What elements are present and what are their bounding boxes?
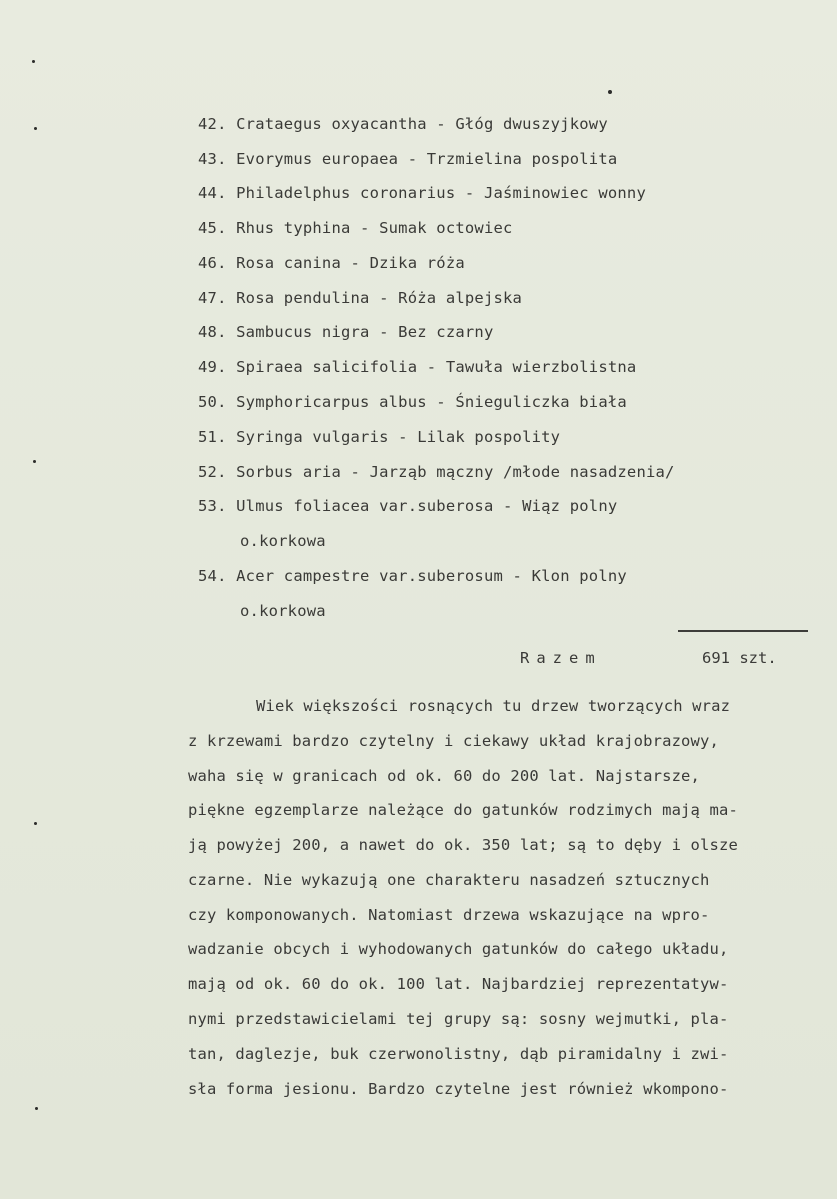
sum-rule (678, 630, 808, 632)
list-item-46: 46. Rosa canina - Dzika róża (198, 254, 465, 272)
list-item-49: 49. Spiraea salicifolia - Tawuła wierzbolistna (198, 358, 637, 376)
total-label: Razem (520, 649, 602, 667)
paragraph-line: mają od ok. 60 do ok. 100 lat. Najbardziej reprezentatyw- (188, 975, 729, 993)
paragraph-line: czarne. Nie wykazują one charakteru nasadzeń sztucznych (188, 871, 710, 889)
list-item-53: 53. Ulmus foliacea var.suberosa - Wiąz polny (198, 497, 618, 515)
list-item-54-continuation: o.korkowa (240, 602, 326, 620)
margin-dot (34, 127, 37, 130)
margin-dot (608, 90, 612, 94)
list-item-42: 42. Crataegus oxyacantha - Głóg dwuszyjkowy (198, 115, 608, 133)
paragraph-line: waha się w granicach od ok. 60 do 200 lat. Najstarsze, (188, 767, 701, 785)
paragraph-line: ją powyżej 200, a nawet do ok. 350 lat; są to dęby i olsze (188, 836, 738, 854)
margin-dot (35, 1107, 38, 1110)
paragraph-line: sła forma jesionu. Bardzo czytelne jest również wkompono- (188, 1080, 729, 1098)
margin-dot (33, 460, 36, 463)
list-item-48: 48. Sambucus nigra - Bez czarny (198, 323, 494, 341)
list-item-45: 45. Rhus typhina - Sumak octowiec (198, 219, 513, 237)
list-item-43: 43. Evorymus europaea - Trzmielina pospolita (198, 150, 618, 168)
paragraph-line: z krzewami bardzo czytelny i ciekawy układ krajobrazowy, (188, 732, 719, 750)
paragraph-line: piękne egzemplarze należące do gatunków rodzimych mają ma- (188, 801, 738, 819)
paragraph-line: tan, daglezje, buk czerwonolistny, dąb piramidalny i zwi- (188, 1045, 729, 1063)
list-item-44: 44. Philadelphus coronarius - Jaśminowiec wonny (198, 184, 646, 202)
list-item-52: 52. Sorbus aria - Jarząb mączny /młode nasadzenia/ (198, 463, 675, 481)
total-value: 691 szt. (702, 649, 777, 667)
margin-dot (34, 822, 37, 825)
paragraph-line: nymi przedstawicielami tej grupy są: sosny wejmutki, pla- (188, 1010, 729, 1028)
list-item-47: 47. Rosa pendulina - Róża alpejska (198, 289, 523, 307)
list-item-53-continuation: o.korkowa (240, 532, 326, 550)
list-item-50: 50. Symphoricarpus albus - Śnieguliczka biała (198, 393, 627, 411)
list-item-54: 54. Acer campestre var.suberosum - Klon polny (198, 567, 627, 585)
list-item-51: 51. Syringa vulgaris - Lilak pospolity (198, 428, 561, 446)
paragraph-line: czy komponowanych. Natomiast drzewa wskazujące na wpro- (188, 906, 710, 924)
paragraph-line: Wiek większości rosnących tu drzew tworzących wraz (256, 697, 731, 715)
margin-dot (32, 60, 35, 63)
paragraph-line: wadzanie obcych i wyhodowanych gatunków do całego układu, (188, 940, 729, 958)
